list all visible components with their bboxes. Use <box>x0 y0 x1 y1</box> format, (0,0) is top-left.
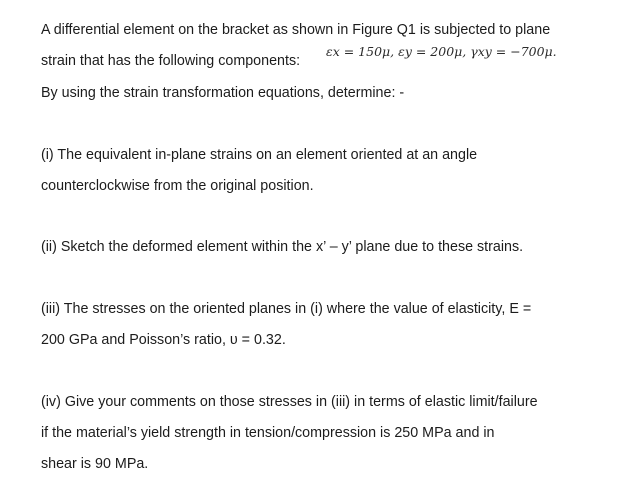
question-iv-line-2: if the material’s yield strength in tension/compression is 250 MPa and in <box>41 425 495 441</box>
question-iii-line-1: (iii) The stresses on the oriented planes in (i) where the value of elasticity, E = <box>41 301 532 317</box>
question-iv-line-3: shear is 90 MPa. <box>41 456 149 472</box>
question-iv-line-1: (iv) Give your comments on those stresses in (iii) in terms of elastic limit/failure <box>41 394 538 410</box>
question-ii-line-1: (ii) Sketch the deformed element within the x’ – y’ plane due to these strains. <box>41 239 524 255</box>
intro-line-2: strain that has the following components: <box>41 53 301 69</box>
strain-components-equation: εx = 150μ, εy = 200μ, γxy = −700μ. <box>326 44 557 59</box>
intro-line-1: A differential element on the bracket as shown in Figure Q1 is subjected to plane <box>41 22 551 38</box>
question-i-line-1: (i) The equivalent in-plane strains on an element oriented at an angle <box>41 147 478 163</box>
intro-line-3: By using the strain transformation equations, determine: - <box>41 85 405 101</box>
question-i-line-2: counterclockwise from the original position. <box>41 178 314 194</box>
question-iii-line-2: 200 GPa and Poisson’s ratio, υ = 0.32. <box>41 332 286 348</box>
